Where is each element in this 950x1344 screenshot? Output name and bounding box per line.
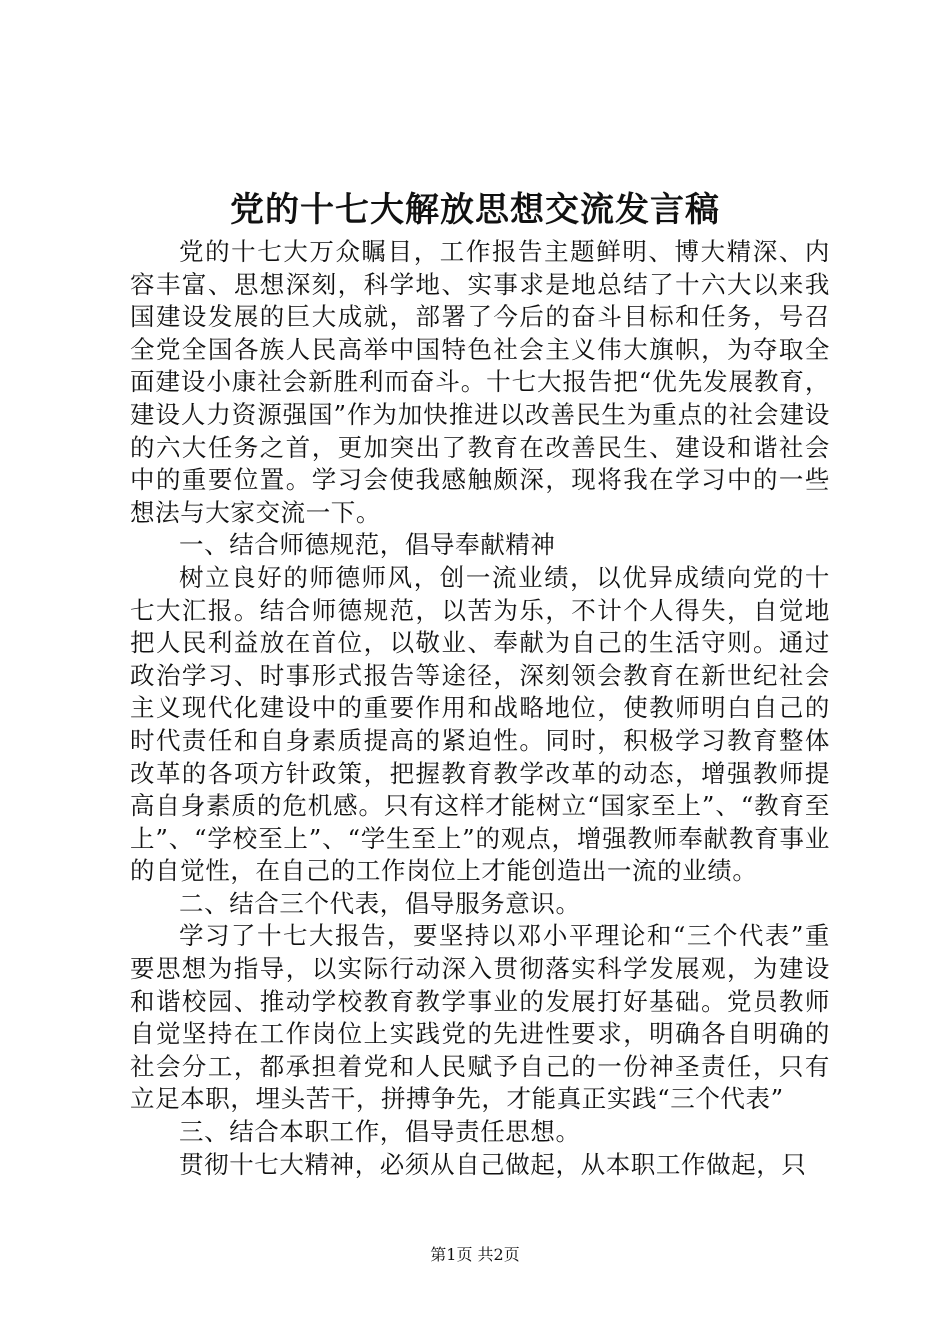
section-heading-3: 三、结合本职工作，倡导责任思想。 bbox=[179, 1117, 581, 1147]
document-title: 党的十七大解放思想交流发言稿 bbox=[230, 190, 720, 230]
paragraph-section-1: 树立良好的师德师风，创一流业绩，以优异成绩向党的十七大汇报。结合师德规范，以苦为乐，不计个人得失，自觉地把人民利益放在首位，以敬业、奉献为自己的生活守则。通过政治学习、时事形式报告等途径，深刻领会教育在新世纪社会主义现代化建设中的重要作用和战略地位，使教师明白自己的时代责任和自身素质提高的紧迫性。同时，积极学习教育整体改革的各项方针政策，把握教育教学改革的动态，增强教师提高自身素质的危机感。只有这样才能树立“国家至上”、“教育至上”、“学校至上”、“学生至上”的观点，增强教师奉献教育事业的自觉性，在自己的工作岗位上才能创造出一流的业绩。 bbox=[130, 562, 830, 886]
paragraph-intro: 党的十七大万众瞩目，工作报告主题鲜明、博大精深、内容丰富、思想深刻，科学地、实事求是地总结了十六大以来我国建设发展的巨大成就，部署了今后的奋斗目标和任务，号召全党全国各族人民高举中国特色社会主义伟大旗帜，为夺取全面建设小康社会新胜利而奋斗。十七大报告把“优先发展教育，建设人力资源强国”作为加快推进以改善民生为重点的社会建设的六大任务之首，更加突出了教育在改善民生、建设和谐社会中的重要位置。学习会使我感触颇深，现将我在学习中的一些想法与大家交流一下。 bbox=[130, 237, 830, 527]
paragraph-section-3: 贯彻十七大精神，必须从自己做起，从本职工作做起，只 bbox=[179, 1149, 807, 1179]
section-heading-2: 二、结合三个代表，倡导服务意识。 bbox=[179, 888, 581, 918]
page-footer: 第1页 共2页 bbox=[430, 1245, 520, 1264]
document-body bbox=[130, 236, 830, 1181]
section-heading-1: 一、结合师德规范，倡导奉献精神 bbox=[179, 530, 556, 560]
paragraph-section-2: 学习了十七大报告，要坚持以邓小平理论和“三个代表”重要思想为指导，以实际行动深入贯彻落实科学发展观，为建设和谐校园、推动学校教育教学事业的发展打好基础。党员教师自觉坚持在工作岗位上实践党的先进性要求，明确各自明确的社会分工，都承担着党和人民赋予自己的一份神圣责任，只有立足本职，埋头苦干，拼搏争先，才能真正实践“三个代表” bbox=[130, 921, 830, 1114]
